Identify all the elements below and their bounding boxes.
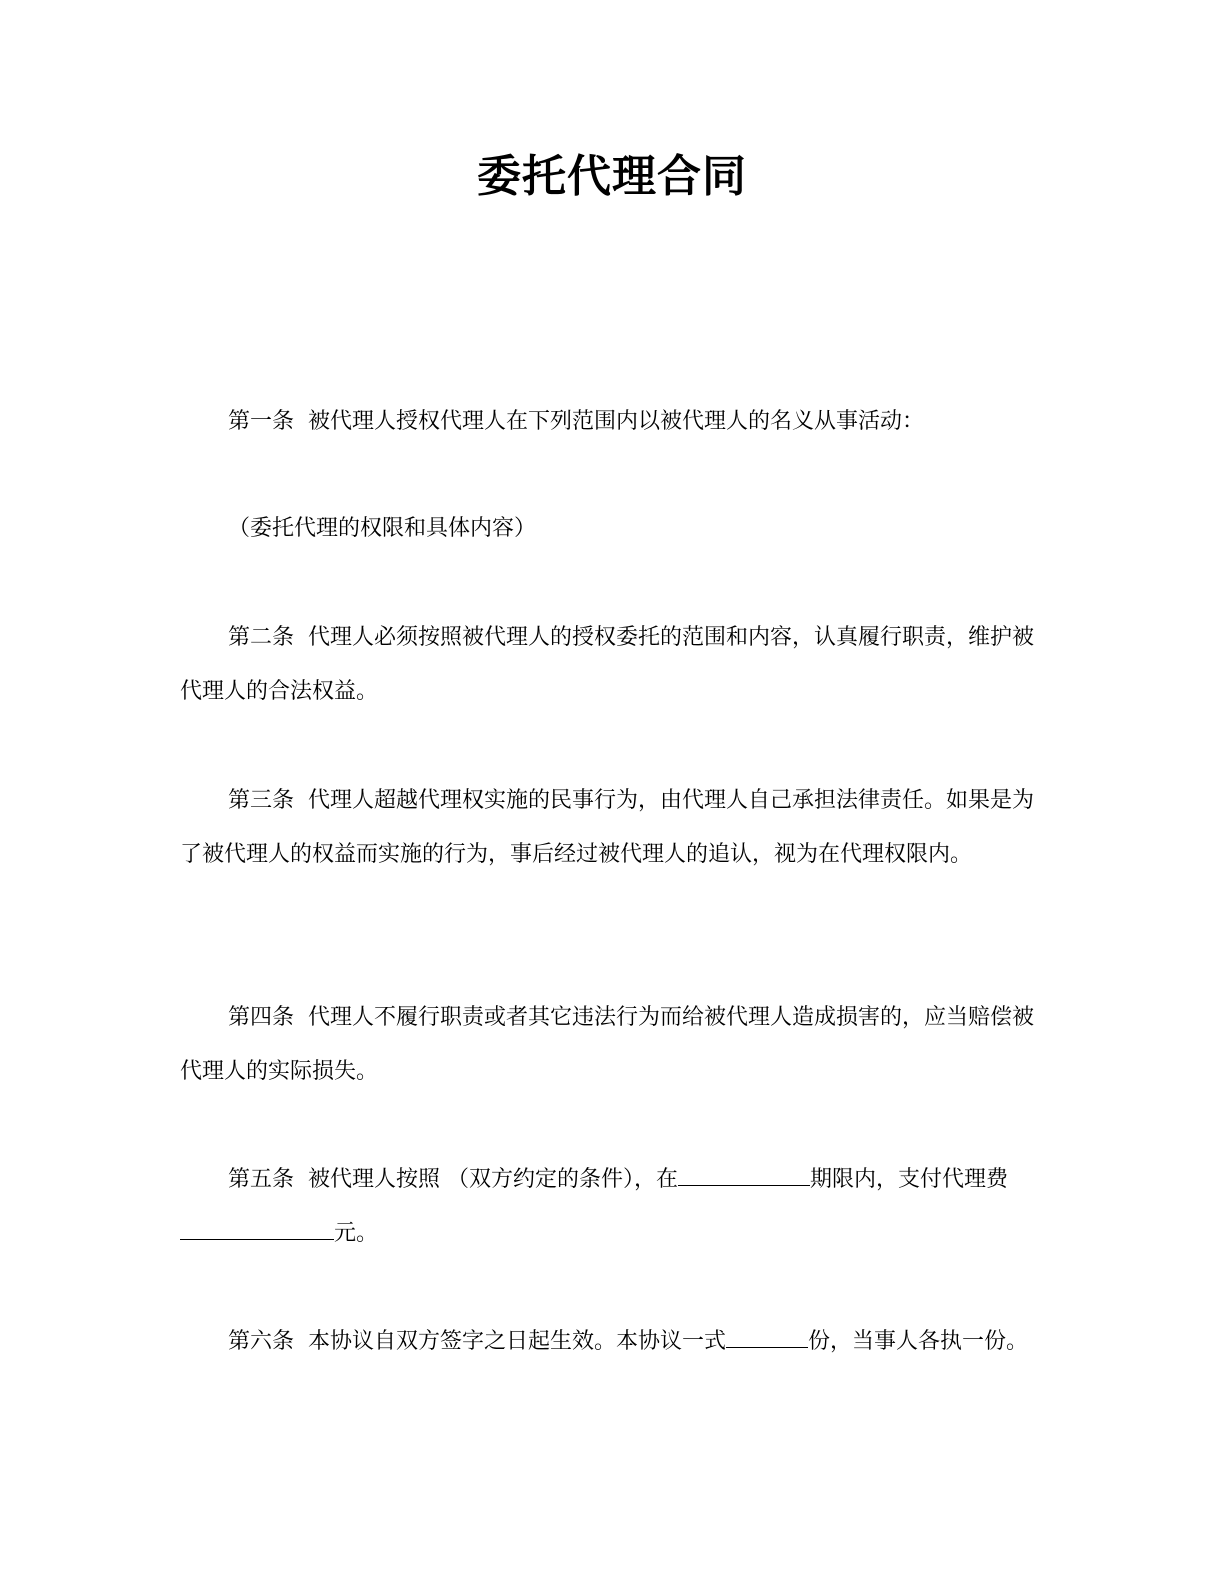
article-4 [180,991,1040,1099]
article-5-text-b: 期限内，支付代理费 [810,1167,1009,1192]
article-6-text-b: 份，当事人各执一份。 [808,1329,1029,1354]
article-2 [180,611,1040,719]
article-1-number: 第一条 [228,409,295,434]
article-1-note [180,502,1040,556]
article-6-number: 第六条 [228,1329,295,1354]
article-1-note-text: （委托代理的权限和具体内容） [228,516,537,541]
article-3-number: 第三条 [228,788,295,813]
article-5-text-a: 被代理人按照 （双方约定的条件），在 [308,1167,679,1192]
article-4-text: 代理人不履行职责或者其它违法行为而给被代理人造成损害的，应当赔偿被代理人的实际损失。 [180,1005,1035,1084]
article-6 [180,1315,1040,1369]
article-6-text-a: 本协议自双方签字之日起生效。本协议一式 [308,1329,727,1354]
article-1 [180,395,1040,449]
article-1-text: 被代理人授权代理人在下列范围内以被代理人的名义从事活动： [308,409,925,434]
article-3-text: 代理人超越代理权实施的民事行为，由代理人自己承担法律责任。如果是为了被代理人的权益而实施的行为，事后经过被代理人的追认，视为在代理权限内。 [180,788,1035,867]
article-5-text-c: 元。 [334,1221,379,1246]
article-4-number: 第四条 [228,1005,295,1030]
article-5-number: 第五条 [228,1167,295,1192]
article-5 [180,1153,1040,1261]
article-2-number: 第二条 [228,625,295,650]
article-3 [180,774,1040,882]
article-2-text: 代理人必须按照被代理人的授权委托的范围和内容，认真履行职责，维护被代理人的合法权益。 [180,625,1035,704]
fee-blank[interactable] [180,1215,334,1240]
copies-blank[interactable] [726,1323,808,1348]
document-title: 委托代理合同 [477,151,747,202]
period-blank[interactable] [678,1161,810,1186]
